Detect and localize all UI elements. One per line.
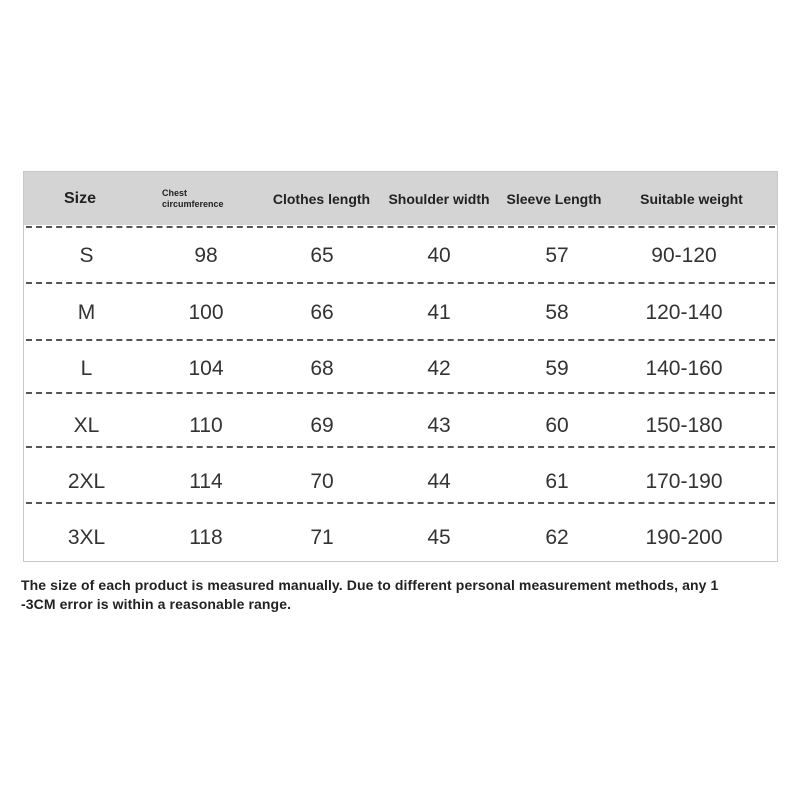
- note-line-2: -3CM error is within a reasonable range.: [21, 596, 292, 612]
- header-sleeve-length: Sleeve Length: [506, 190, 602, 207]
- cell-sleeve: 62: [545, 526, 569, 549]
- cell-chest: 104: [188, 357, 224, 380]
- row-divider: [26, 392, 775, 394]
- cell-size: 3XL: [67, 526, 106, 549]
- header-clothes-length: Clothes length: [272, 190, 371, 207]
- size-chart-table: [23, 171, 778, 562]
- cell-shoulder: 40: [427, 244, 451, 267]
- cell-size: S: [79, 244, 94, 267]
- table-row: [24, 341, 777, 397]
- cell-sleeve: 59: [545, 357, 569, 380]
- cell-shoulder: 42: [427, 357, 451, 380]
- cell-shoulder: 41: [427, 301, 451, 324]
- header-suitable-weight: Suitable weight: [640, 190, 743, 207]
- cell-shoulder: 45: [427, 526, 451, 549]
- cell-chest: 110: [189, 414, 223, 437]
- cell-weight: 90-120: [651, 244, 717, 267]
- cell-size: M: [77, 301, 96, 324]
- note-line-1: The size of each product is measured manually. Due to different personal measurement methods, any 1: [21, 577, 719, 593]
- cell-length: 65: [310, 244, 334, 267]
- row-divider: [26, 446, 775, 448]
- cell-length: 71: [310, 526, 334, 549]
- cell-weight: 190-200: [645, 526, 723, 549]
- header-size: Size: [63, 189, 96, 207]
- header-shoulder-width: Shoulder width: [388, 190, 490, 207]
- cell-size: XL: [73, 414, 100, 437]
- cell-size: L: [80, 357, 93, 380]
- cell-shoulder: 44: [427, 470, 451, 493]
- cell-weight: 120-140: [645, 301, 723, 324]
- cell-sleeve: 60: [545, 414, 569, 437]
- cell-chest: 100: [188, 301, 224, 324]
- cell-weight: 150-180: [645, 414, 723, 437]
- cell-sleeve: 57: [545, 244, 569, 267]
- measurement-note: [21, 576, 781, 614]
- cell-chest: 114: [189, 470, 223, 493]
- cell-length: 70: [310, 470, 334, 493]
- table-row: [24, 285, 777, 341]
- cell-shoulder: 43: [427, 414, 451, 437]
- cell-weight: 170-190: [645, 470, 723, 493]
- header-chest-line2: circumference: [162, 198, 224, 209]
- cell-length: 68: [310, 357, 334, 380]
- cell-size: 2XL: [67, 470, 106, 493]
- header-chest-circumference: [162, 172, 262, 225]
- table-header-row: [24, 172, 777, 225]
- table-row: [24, 228, 777, 284]
- table-row: [24, 510, 777, 566]
- row-divider: [26, 502, 775, 504]
- cell-chest: 118: [189, 526, 223, 549]
- row-divider: [26, 282, 775, 284]
- cell-sleeve: 61: [545, 470, 569, 493]
- cell-weight: 140-160: [645, 357, 723, 380]
- cell-sleeve: 58: [545, 301, 569, 324]
- cell-chest: 98: [194, 244, 218, 267]
- cell-length: 69: [310, 414, 334, 437]
- header-chest-line1: Chest: [162, 187, 188, 198]
- cell-length: 66: [310, 301, 334, 324]
